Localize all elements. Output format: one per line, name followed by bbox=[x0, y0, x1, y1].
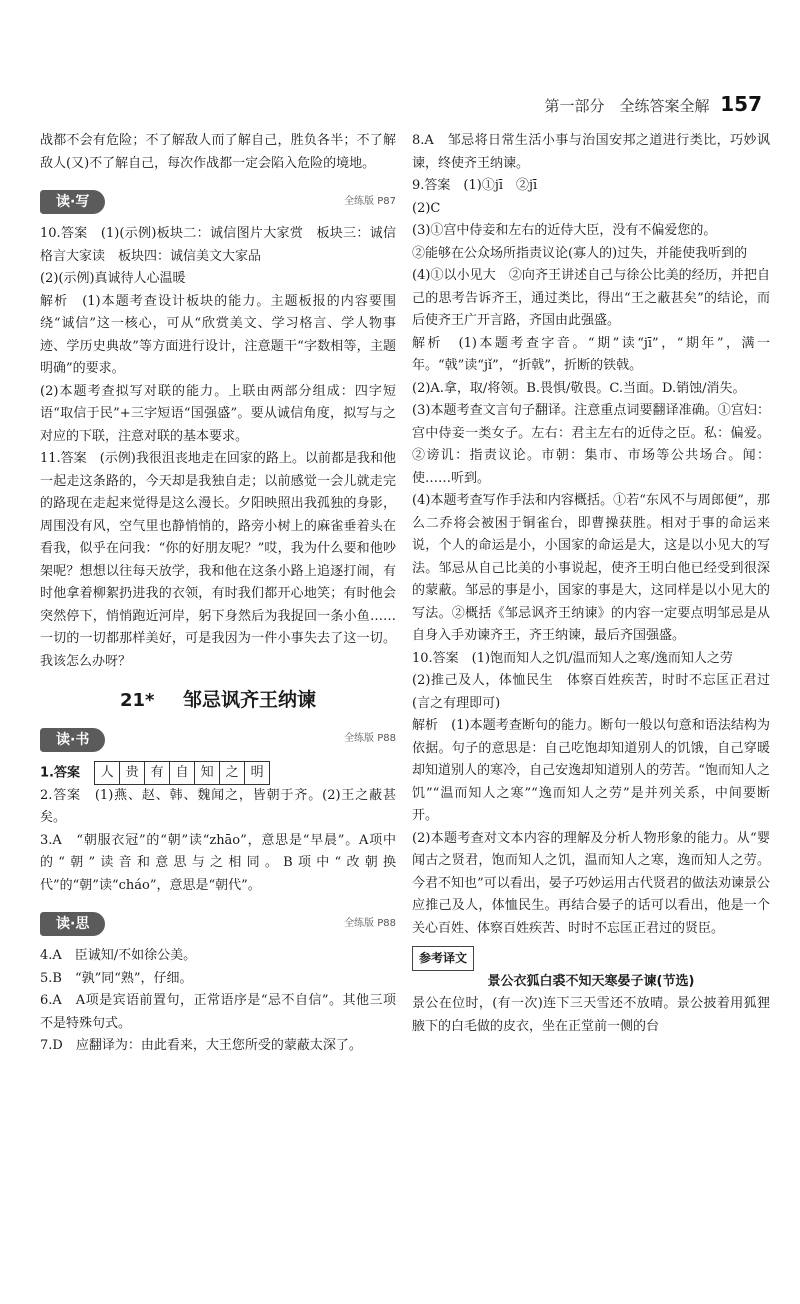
section-badge: 读·写 bbox=[40, 190, 105, 214]
grid-cell: 之 bbox=[220, 761, 245, 785]
grid-cell: 明 bbox=[245, 761, 270, 785]
q9-answer-2: (2)C bbox=[412, 200, 441, 216]
q9-answer-4: ②能够在公众场所指责议论(寡人的)过失，并能使我听到的 bbox=[412, 245, 748, 261]
edition-ref: 全练版 P88 bbox=[344, 733, 396, 745]
grid-cell: 自 bbox=[170, 761, 195, 785]
right-column bbox=[412, 130, 770, 1038]
grid-cell: 知 bbox=[195, 761, 220, 785]
reference-text: 景公在位时，(有一次)连下三天雪还不放晴。景公披着用狐狸腋下的白毛做的皮衣，坐在正堂前一侧的台 bbox=[412, 996, 770, 1034]
q9-answer-1: 9.答案 (1)①jī ②jī bbox=[412, 178, 538, 193]
section-read-write bbox=[40, 189, 396, 215]
q10-analysis-1: 解析 (1)本题考查设计板块的能力。主题板报的内容要围绕“诚信”这一核心，可从“欣赏美文、学习格言、学人物事迹、学历史典故”等方面进行设计，注意题干“字数相等，主题明确”的要求。 bbox=[40, 293, 396, 376]
section-title: 第一部分 全练答案全解 bbox=[544, 97, 710, 115]
q10-answer: 10.答案 (1)(示例)板块二：诚信图片大家赏 板块三：诚信格言大家读 板块四：诚信美文大家品 bbox=[40, 226, 396, 264]
page-header bbox=[544, 92, 762, 116]
q5-answer: 5.B “孰”同“熟”，仔细。 bbox=[40, 970, 193, 986]
q3-answer: 3.A “朝服衣冠”的“朝”读“zhāo”，意思是“早晨”。A项中的“朝”读音和意思与之相同。B项中“改朝换代”的“朝”读“cháo”，意思是“朝代”。 bbox=[40, 832, 396, 893]
q9-analysis-1: 解析 (1)本题考查字音。“期”读“jī”，“期年”，满一年。“戟”读“jǐ”，“折戟”，折断的铁戟。 bbox=[412, 335, 770, 373]
q10-analysis-2: (2)本题考查拟写对联的能力。上联由两部分组成：四字短语“取信于民”+三字短语“国强盛”。要从诚信角度，拟写与之对应的下联，注意对联的基本要求。 bbox=[40, 383, 396, 444]
q9-answer-3: (3)①宫中侍妾和左右的近侍大臣，没有不偏爱您的。 bbox=[412, 223, 717, 238]
q1-answer bbox=[40, 761, 396, 785]
lesson-name: 邹忌讽齐王纳谏 bbox=[183, 689, 317, 711]
section-badge: 读·思 bbox=[40, 912, 105, 936]
grid-cell: 人 bbox=[94, 761, 120, 785]
q9-analysis-2: (2)A.拿，取/将领。B.畏惧/敬畏。C.当面。D.销蚀/消失。 bbox=[412, 380, 746, 396]
reference-title: 景公衣狐白裘不知天寒晏子谏(节选) bbox=[487, 973, 695, 989]
q2-answer: 2.答案 (1)燕、赵、韩、魏闻之，皆朝于齐。(2)王之蔽甚矣。 bbox=[40, 787, 396, 825]
q1-label: 1.答案 bbox=[40, 765, 80, 780]
q7-answer: 7.D 应翻译为：由此看来，大王您所受的蒙蔽太深了。 bbox=[40, 1038, 362, 1053]
reference-translation-label: 参考译文 bbox=[412, 946, 474, 971]
q6-answer: 6.A A项是宾语前置句，正常语序是“忌不自信”。其他三项不是特殊句式。 bbox=[40, 993, 396, 1031]
q10-answer-2: (2)(示例)真诚待人心温暖 bbox=[40, 271, 186, 286]
q11-answer: 11.答案 (示例)我很沮丧地走在回家的路上。以前都是我和他一起走这条路的，今天却是我独自走；以前感觉一会儿就走完的路现在走起来觉得是这么漫长。夕阳映照出我孤独的身影，周围没有风，空气里也静悄悄的，路旁小树上的麻雀垂着头在看我，似乎在问我：“你的好朋友呢？”哎，我为什么要和他吵架呢？想想以往每天放学，我和他在这条小路上追逐打闹，有时他拿着柳絮扔进我的衣领，有时我们都开心地笑；有时他会突然停下，悄悄跑近河岸，躬下身然后为我捉回一条小鱼……一切的一切都那样美好，可是我因为一件小事失去了这一切。我该怎么办呀？ bbox=[40, 451, 396, 669]
page-number: 157 bbox=[720, 92, 762, 116]
grid-cell: 贵 bbox=[120, 761, 145, 785]
edition-ref: 全练版 P87 bbox=[344, 195, 396, 207]
q9-analysis-3: (3)本题考查文言句子翻译。注意重点词要翻译准确。①宫妇：宫中侍妾一类女子。左右：君主左右的近侍之臣。私：偏爱。②谤讥：指责议论。市朝：集市、市场等公共场合。闻：使……听到。 bbox=[412, 403, 770, 486]
intro-text: 战都不会有危险；不了解敌人而了解自己，胜负各半；不了解敌人(又)不了解自己，每次作战都一定会陷入危险的境地。 bbox=[40, 133, 396, 171]
q4-answer: 4.A 臣诚知/不如徐公美。 bbox=[40, 948, 197, 963]
q8-answer: 8.A 邹忌将日常生活小事与治国安邦之道进行类比，巧妙讽谏，终使齐王纳谏。 bbox=[412, 133, 770, 171]
section-read-think bbox=[40, 911, 396, 937]
q10-right-analysis-2: (2)本题考查对文本内容的理解及分析人物形象的能力。从“婴闻古之贤君，饱而知人之饥，温而知人之寒，逸而知人之劳。今君不知也”可以看出，晏子巧妙运用古代贤君的做法劝谏景公应推己及人，体恤民生。再结合晏子的话可以看出，他是一个关心百姓、体察百姓疾苦、时时不忘匡正君过的贤臣。 bbox=[412, 830, 770, 936]
section-read-book bbox=[40, 727, 396, 753]
q10-right-answer-2: (2)推己及人，体恤民生 体察百姓疾苦，时时不忘匡正君过(言之有理即可) bbox=[412, 673, 770, 711]
q10-right-analysis-1: 解析 (1)本题考查断句的能力。断句一般以句意和语法结构为依据。句子的意思是：自己吃饱却知道别人的饥饿，自己穿暖却知道别人的寒冷，自己安逸却知道别人的劳苦。“饱而知人之饥”“温而知人之寒”“逸而知人之劳”是并列关系，中间要断开。 bbox=[412, 718, 770, 823]
char-grid bbox=[94, 761, 270, 785]
lesson-number: 21* bbox=[119, 690, 155, 711]
left-column bbox=[40, 130, 396, 1058]
q9-answer-5: (4)①以小见大 ②向齐王讲述自己与徐公比美的经历，并把自己的思考告诉齐王，通过类比，得出“王之蔽甚矣”的结论，而后使齐王广开言路，齐国由此强盛。 bbox=[412, 268, 770, 328]
grid-cell: 有 bbox=[145, 761, 170, 785]
section-badge: 读·书 bbox=[40, 728, 105, 752]
edition-ref: 全练版 P88 bbox=[344, 917, 396, 929]
lesson-title bbox=[40, 689, 396, 713]
q9-analysis-4: (4)本题考查写作手法和内容概括。①若“东风不与周郎便”，那么二乔将会被困于铜雀台，即曹操获胜。相对于事的命运来说，个人的命运是小，小国家的命运是大，这是以小见大的写法。邹忌从自己比美的小事说起，使齐王明白他已经受到很深的蒙蔽。邹忌的事是小，国家的事是大，这同样是以小见大的写法。②概括《邹忌讽齐王纳谏》的内容一定要点明邹忌是从自身入手劝谏齐王，齐王纳谏，最后齐国强盛。 bbox=[412, 493, 770, 643]
q10-right-answer-1: 10.答案 (1)饱而知人之饥/温而知人之寒/逸而知人之劳 bbox=[412, 650, 733, 666]
